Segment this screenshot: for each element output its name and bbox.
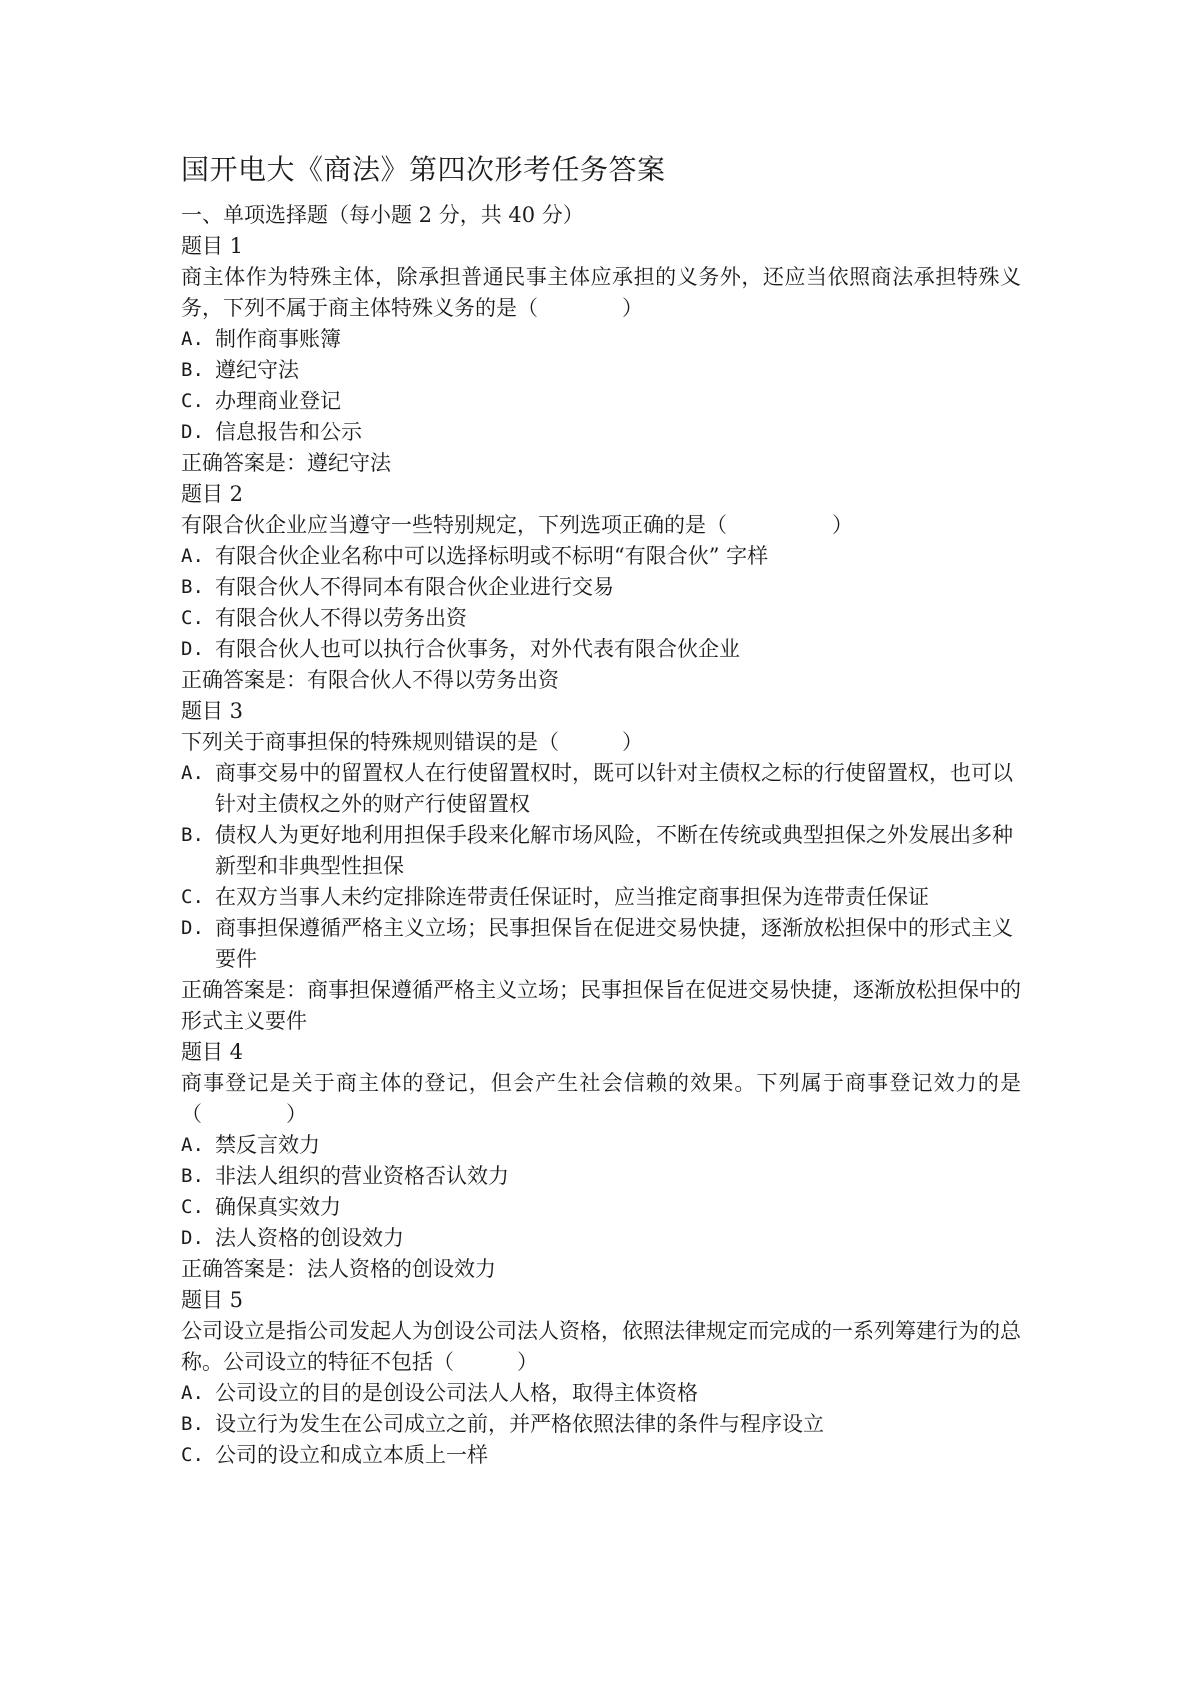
answer-option	[181, 355, 1021, 386]
option-text: 非法人组织的营业资格否认效力	[215, 1164, 509, 1188]
answer-option	[181, 603, 1021, 634]
document-page	[181, 150, 1021, 1471]
option-letter: B.	[181, 824, 204, 846]
option-letter: D.	[181, 638, 204, 660]
option-text: 办理商业登记	[215, 389, 341, 413]
option-text: 有限合伙人不得以劳务出资	[215, 606, 467, 630]
answer-option	[181, 1409, 1021, 1440]
option-letter: B.	[181, 576, 204, 598]
option-text: 设立行为发生在公司成立之前，并严格依照法律的条件与程序设立	[215, 1412, 824, 1436]
answer-option	[181, 758, 1021, 820]
option-text: 确保真实效力	[215, 1195, 341, 1219]
question-label: 题目 5	[181, 1288, 244, 1312]
question-block	[181, 231, 1021, 479]
question-stem: 有限合伙企业应当遵守一些特别规定，下列选项正确的是（ ）	[181, 513, 853, 537]
option-text: 公司的设立和成立本质上一样	[215, 1443, 488, 1467]
option-letter: D.	[181, 917, 204, 939]
option-text: 债权人为更好地利用担保手段来化解市场风险，不断在传统或典型担保之外发展出多种新型和非典型性担保	[215, 823, 1013, 878]
option-letter: C.	[181, 1444, 204, 1466]
option-text: 有限合伙企业名称中可以选择标明或不标明“有限合伙” 字样	[215, 544, 769, 568]
option-letter: C.	[181, 607, 204, 629]
option-text: 有限合伙人也可以执行合伙事务，对外代表有限合伙企业	[215, 637, 740, 661]
option-letter: A.	[181, 762, 204, 784]
answer-option	[181, 1161, 1021, 1192]
answer-option	[181, 1440, 1021, 1471]
question-label: 题目 3	[181, 699, 244, 723]
option-letter: B.	[181, 359, 204, 381]
option-letter: C.	[181, 390, 204, 412]
correct-answer: 正确答案是：有限合伙人不得以劳务出资	[181, 668, 559, 692]
answer-option	[181, 572, 1021, 603]
answer-option	[181, 882, 1021, 913]
answer-option	[181, 820, 1021, 882]
option-text: 遵纪守法	[215, 358, 299, 382]
option-letter: B.	[181, 1165, 204, 1187]
answer-option	[181, 324, 1021, 355]
question-label: 题目 2	[181, 482, 244, 506]
document-title: 国开电大《商法》第四次形考任务答案	[181, 153, 666, 186]
answer-option	[181, 386, 1021, 417]
answer-option	[181, 1378, 1021, 1409]
option-text: 在双方当事人未约定排除连带责任保证时，应当推定商事担保为连带责任保证	[215, 885, 929, 909]
option-letter: C.	[181, 1196, 204, 1218]
section-heading: 一、单项选择题（每小题 2 分，共 40 分）	[181, 203, 584, 227]
question-stem: 下列关于商事担保的特殊规则错误的是（ ）	[181, 730, 643, 754]
answer-option	[181, 541, 1021, 572]
answer-option	[181, 1130, 1021, 1161]
option-letter: A.	[181, 328, 204, 350]
answer-option	[181, 913, 1021, 975]
correct-answer: 正确答案是：商事担保遵循严格主义立场；民事担保旨在促进交易快捷，逐渐放松担保中的形式主义要件	[181, 978, 1021, 1033]
question-stem: 商主体作为特殊主体，除承担普通民事主体应承担的义务外，还应当依照商法承担特殊义务，下列不属于商主体特殊义务的是（ ）	[181, 265, 1021, 320]
correct-answer: 正确答案是：遵纪守法	[181, 451, 391, 475]
option-letter: B.	[181, 1413, 204, 1435]
correct-answer: 正确答案是：法人资格的创设效力	[181, 1257, 496, 1281]
option-text: 制作商事账簿	[215, 327, 341, 351]
question-block	[181, 479, 1021, 696]
option-letter: A.	[181, 1134, 204, 1156]
option-letter: D.	[181, 1227, 204, 1249]
question-stem: 商事登记是关于商主体的登记，但会产生社会信赖的效果。下列属于商事登记效力的是（ ）	[181, 1071, 1021, 1126]
answer-option	[181, 634, 1021, 665]
option-letter: D.	[181, 421, 204, 443]
option-text: 商事交易中的留置权人在行使留置权时，既可以针对主债权之标的行使留置权，也可以针对主债权之外的财产行使留置权	[215, 761, 1013, 816]
question-block	[181, 1285, 1021, 1471]
question-list	[181, 231, 1021, 1471]
option-text: 禁反言效力	[215, 1133, 320, 1157]
answer-option	[181, 1192, 1021, 1223]
answer-option	[181, 417, 1021, 448]
question-label: 题目 4	[181, 1040, 244, 1064]
option-letter: C.	[181, 886, 204, 908]
option-text: 有限合伙人不得同本有限合伙企业进行交易	[215, 575, 614, 599]
option-letter: A.	[181, 545, 204, 567]
option-text: 公司设立的目的是创设公司法人人格，取得主体资格	[215, 1381, 698, 1405]
question-label: 题目 1	[181, 234, 244, 258]
option-text: 法人资格的创设效力	[215, 1226, 404, 1250]
question-stem: 公司设立是指公司发起人为创设公司法人资格，依照法律规定而完成的一系列筹建行为的总称。公司设立的特征不包括（ ）	[181, 1319, 1021, 1374]
answer-option	[181, 1223, 1021, 1254]
question-block	[181, 696, 1021, 1037]
question-block	[181, 1037, 1021, 1285]
option-text: 信息报告和公示	[215, 420, 362, 444]
option-text: 商事担保遵循严格主义立场；民事担保旨在促进交易快捷，逐渐放松担保中的形式主义要件	[215, 916, 1013, 971]
option-letter: A.	[181, 1382, 204, 1404]
